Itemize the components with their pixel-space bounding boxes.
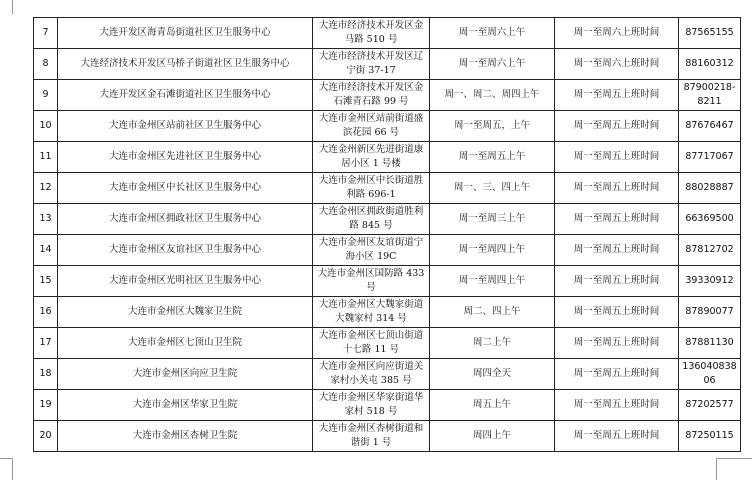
facility-address: 大连金州新区先进街道康居小区 1 号楼 <box>313 142 430 173</box>
facility-name: 大连市金州区站前社区卫生服务中心 <box>58 111 313 142</box>
facility-name: 大连开发区金石滩街道社区卫生服务中心 <box>58 80 313 111</box>
phone-number: 88028887 <box>679 173 741 204</box>
clinic-schedule-table <box>33 17 741 452</box>
table-row <box>34 49 741 80</box>
service-days: 周一、三、四上午 <box>430 173 555 204</box>
crop-mark-bottom-right-horizontal <box>716 458 752 459</box>
service-hours: 周一至周五上班时间 <box>555 359 679 390</box>
service-days: 周一至周四上午 <box>430 266 555 297</box>
crop-mark-bottom-left-vertical <box>12 458 13 480</box>
crop-mark-bottom-right-vertical <box>716 458 717 480</box>
service-hours: 周一至周五上班时间 <box>555 204 679 235</box>
service-days: 周一至周四上午 <box>430 235 555 266</box>
phone-number: 87881130 <box>679 328 741 359</box>
table-row <box>34 18 741 49</box>
service-days: 周四全天 <box>430 359 555 390</box>
service-days: 周一至周六上午 <box>430 18 555 49</box>
phone-number: 87565155 <box>679 18 741 49</box>
phone-number: 87900218-8211 <box>679 80 741 111</box>
service-hours: 周一至周五上班时间 <box>555 421 679 452</box>
facility-name: 大连市金州区光明社区卫生服务中心 <box>58 266 313 297</box>
facility-address: 大连市金州区中长街道胜利路 696-1 <box>313 173 430 204</box>
row-number: 12 <box>34 173 58 204</box>
phone-number: 87812702 <box>679 235 741 266</box>
service-hours: 周一至周五上班时间 <box>555 80 679 111</box>
table-row <box>34 173 741 204</box>
facility-address: 大连市经济技术开发区辽宁街 37-17 <box>313 49 430 80</box>
service-days: 周一至周六上午 <box>430 49 555 80</box>
row-number: 14 <box>34 235 58 266</box>
service-days: 周四上午 <box>430 421 555 452</box>
row-number: 7 <box>34 18 58 49</box>
row-number: 9 <box>34 80 58 111</box>
facility-address: 大连金州区拥政街道胜利路 845 号 <box>313 204 430 235</box>
facility-address: 大连市金州区国防路 433 号 <box>313 266 430 297</box>
row-number: 11 <box>34 142 58 173</box>
facility-address: 大连市金州区大魏家街道大魏家村 314 号 <box>313 297 430 328</box>
service-hours: 周一至周五上班时间 <box>555 328 679 359</box>
row-number: 19 <box>34 390 58 421</box>
facility-address: 大连市金州区杏树街道和谐街 1 号 <box>313 421 430 452</box>
row-number: 13 <box>34 204 58 235</box>
facility-address: 大连市金州区华家街道华家村 518 号 <box>313 390 430 421</box>
table-row <box>34 359 741 390</box>
facility-address: 大连市金州区七顶山街道十七路 11 号 <box>313 328 430 359</box>
row-number: 10 <box>34 111 58 142</box>
facility-name: 大连市金州区拥政社区卫生服务中心 <box>58 204 313 235</box>
table-row <box>34 390 741 421</box>
facility-name: 大连开发区海青岛街道社区卫生服务中心 <box>58 18 313 49</box>
facility-address: 大连市金州区站前街道盛滨花园 66 号 <box>313 111 430 142</box>
crop-mark-bottom-left-horizontal <box>0 458 13 459</box>
service-hours: 周一至周五上班时间 <box>555 390 679 421</box>
facility-name: 大连市金州区友谊社区卫生服务中心 <box>58 235 313 266</box>
phone-number: 87676467 <box>679 111 741 142</box>
facility-name: 大连经济技术开发区马桥子街道社区卫生服务中心 <box>58 49 313 80</box>
service-hours: 周一至周六上班时间 <box>555 18 679 49</box>
table-row <box>34 421 741 452</box>
row-number: 16 <box>34 297 58 328</box>
service-hours: 周一至周五上班时间 <box>555 235 679 266</box>
phone-number: 88160312 <box>679 49 741 80</box>
table-row <box>34 204 741 235</box>
service-hours: 周一至周五上班时间 <box>555 266 679 297</box>
service-days: 周二、四上午 <box>430 297 555 328</box>
phone-number: 87250115 <box>679 421 741 452</box>
table-row <box>34 297 741 328</box>
phone-number: 87202577 <box>679 390 741 421</box>
facility-name: 大连市金州区华家卫生院 <box>58 390 313 421</box>
table-row <box>34 111 741 142</box>
facility-name: 大连市金州区先进社区卫生服务中心 <box>58 142 313 173</box>
service-hours: 周一至周五上班时间 <box>555 297 679 328</box>
row-number: 8 <box>34 49 58 80</box>
facility-name: 大连市金州区杏树卫生院 <box>58 421 313 452</box>
row-number: 17 <box>34 328 58 359</box>
service-days: 周一至周三上午 <box>430 204 555 235</box>
facility-name: 大连市金州区向应卫生院 <box>58 359 313 390</box>
table-row <box>34 142 741 173</box>
service-hours: 周一至周五上班时间 <box>555 111 679 142</box>
phone-number: 87717067 <box>679 142 741 173</box>
phone-number: 87890077 <box>679 297 741 328</box>
facility-name: 大连市金州区七顶山卫生院 <box>58 328 313 359</box>
table-body <box>34 18 741 452</box>
service-days: 周一、周二、周四上午 <box>430 80 555 111</box>
service-days: 周二上午 <box>430 328 555 359</box>
row-number: 15 <box>34 266 58 297</box>
table-row <box>34 266 741 297</box>
service-hours: 周一至周五上班时间 <box>555 173 679 204</box>
row-number: 20 <box>34 421 58 452</box>
facility-address: 大连市经济技术开发区金石滩青石路 99 号 <box>313 80 430 111</box>
service-days: 周五上午 <box>430 390 555 421</box>
facility-name: 大连市金州区大魏家卫生院 <box>58 297 313 328</box>
service-days: 周一至周五，上午 <box>430 111 555 142</box>
phone-number: 66369500 <box>679 204 741 235</box>
facility-address: 大连市金州区向应街道关家村小关屯 385 号 <box>313 359 430 390</box>
phone-number: 13604083806 <box>679 359 741 390</box>
table-row <box>34 235 741 266</box>
table-row <box>34 80 741 111</box>
service-hours: 周一至周六上班时间 <box>555 49 679 80</box>
crop-mark-top-left <box>12 0 13 14</box>
service-days: 周一至周五上午 <box>430 142 555 173</box>
facility-name: 大连市金州区中长社区卫生服务中心 <box>58 173 313 204</box>
row-number: 18 <box>34 359 58 390</box>
phone-number: 39330912 <box>679 266 741 297</box>
facility-address: 大连市经济技术开发区金马路 510 号 <box>313 18 430 49</box>
table-row <box>34 328 741 359</box>
service-hours: 周一至周五上班时间 <box>555 142 679 173</box>
facility-address: 大连市金州区友谊街道宁海小区 19C <box>313 235 430 266</box>
